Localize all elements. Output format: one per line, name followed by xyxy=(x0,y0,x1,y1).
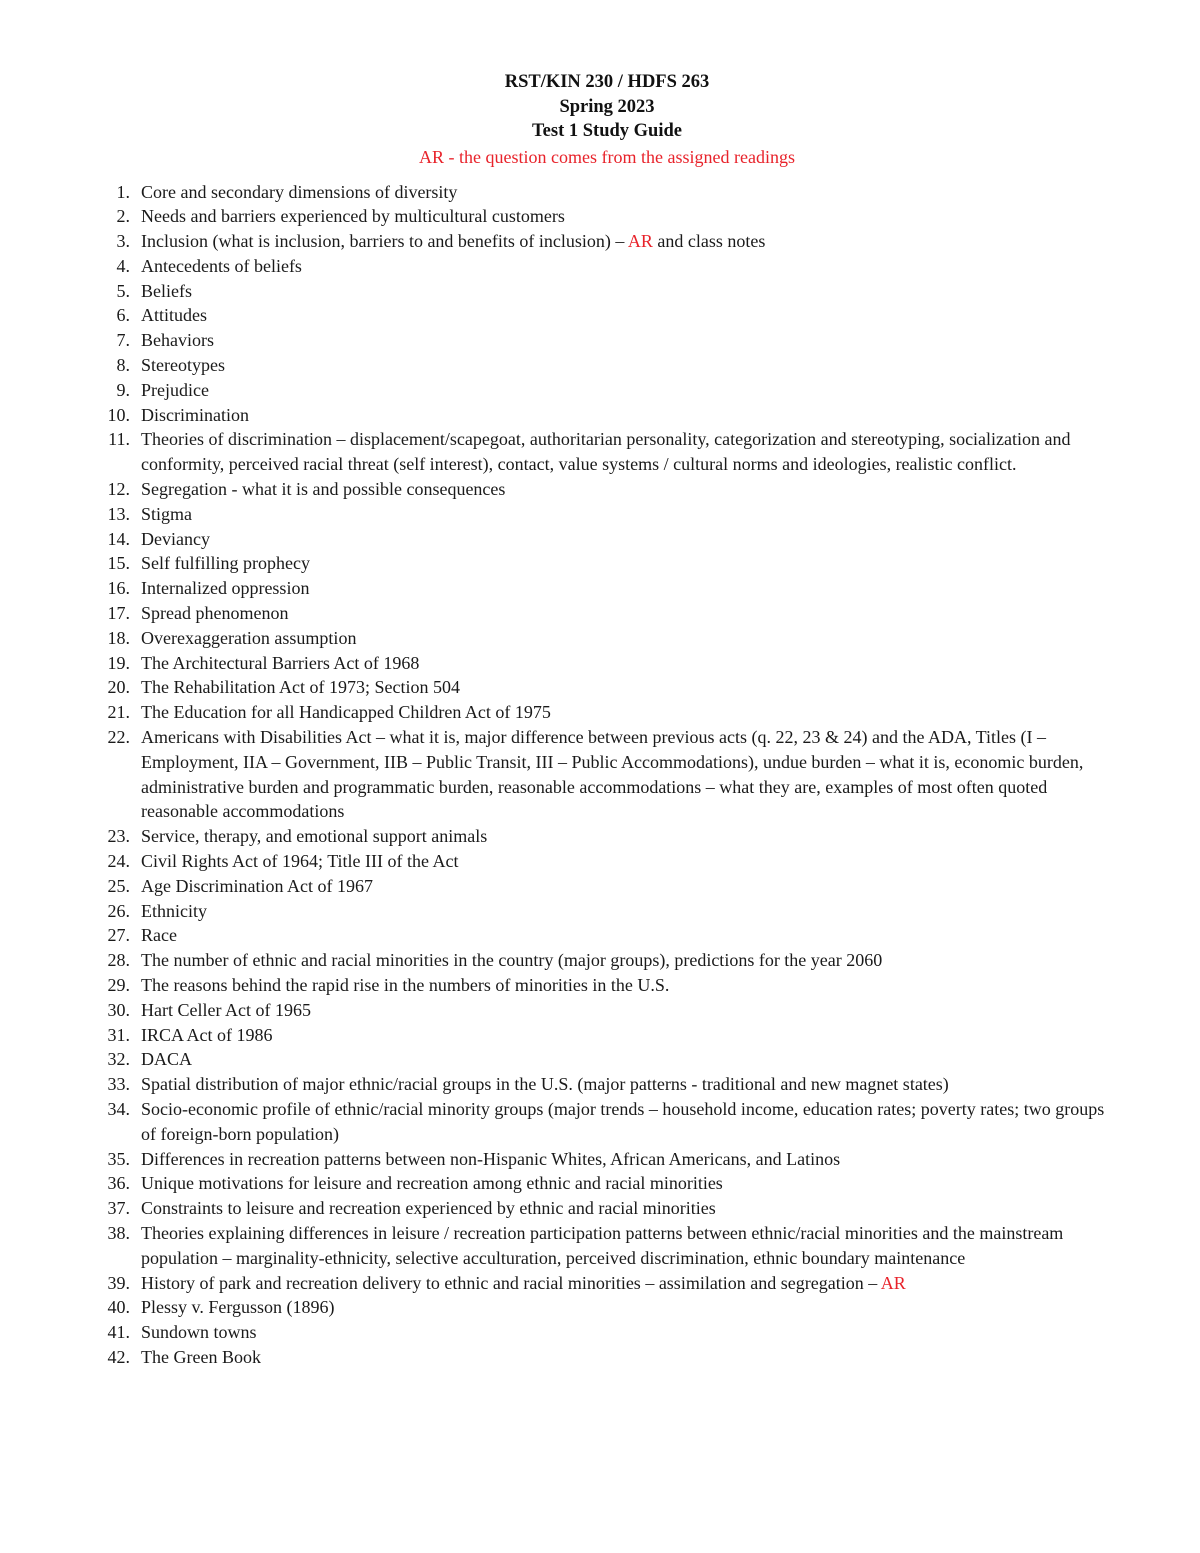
list-item xyxy=(104,725,1110,824)
list-item xyxy=(104,1271,1110,1296)
list-item xyxy=(104,1047,1110,1072)
list-item xyxy=(104,1295,1110,1320)
item-text: Internalized oppression xyxy=(141,578,310,599)
list-item xyxy=(104,1221,1110,1271)
list-item xyxy=(104,229,1110,254)
list-item xyxy=(104,279,1110,304)
list-item xyxy=(104,378,1110,403)
list-item xyxy=(104,626,1110,651)
item-number: 7. xyxy=(116,330,130,351)
item-number: 23. xyxy=(107,826,130,847)
item-number: 28. xyxy=(107,950,130,971)
item-text: Behaviors xyxy=(141,330,214,351)
item-number: 26. xyxy=(107,900,130,921)
list-item xyxy=(104,1345,1110,1370)
document-title: Test 1 Study Guide xyxy=(532,121,682,141)
item-text: Unique motivations for leisure and recreation among ethnic and racial minorities xyxy=(141,1173,723,1194)
item-number: 1. xyxy=(116,181,130,202)
list-item xyxy=(104,998,1110,1023)
item-text: Antecedents of beliefs xyxy=(141,255,302,276)
list-item xyxy=(104,328,1110,353)
item-text: Race xyxy=(141,925,177,946)
item-text: DACA xyxy=(141,1049,193,1070)
item-text: Service, therapy, and emotional support animals xyxy=(141,826,488,847)
item-text: History of park and recreation delivery to ethnic and racial minorities – assimilation and segregation – xyxy=(141,1272,881,1293)
item-text: Ethnicity xyxy=(141,900,207,921)
item-text: Hart Celler Act of 1965 xyxy=(141,999,311,1020)
item-number: 36. xyxy=(107,1173,130,1194)
item-number: 15. xyxy=(107,553,130,574)
item-number: 19. xyxy=(107,652,130,673)
list-item xyxy=(104,1171,1110,1196)
item-number: 8. xyxy=(116,355,130,376)
list-item xyxy=(104,254,1110,279)
ar-legend: AR - the question comes from the assigned readings xyxy=(419,146,795,167)
item-text: Attitudes xyxy=(141,305,207,326)
item-number: 39. xyxy=(107,1272,130,1293)
item-text: Differences in recreation patterns between non-Hispanic Whites, African Americans, and Latinos xyxy=(141,1148,841,1169)
list-item xyxy=(104,1072,1110,1097)
item-number: 10. xyxy=(107,404,130,425)
list-item xyxy=(104,874,1110,899)
item-text: The Rehabilitation Act of 1973; Section 504 xyxy=(141,677,460,698)
list-item xyxy=(104,899,1110,924)
item-text: The Education for all Handicapped Children Act of 1975 xyxy=(141,702,551,723)
topic-list xyxy=(104,180,1110,1370)
list-item xyxy=(104,180,1110,205)
item-number: 41. xyxy=(107,1322,130,1343)
item-number: 37. xyxy=(107,1198,130,1219)
list-item xyxy=(104,923,1110,948)
course-code: RST/KIN 230 / HDFS 263 xyxy=(504,72,710,92)
item-text: The number of ethnic and racial minorities in the country (major groups), predictions for the year 2060 xyxy=(141,950,883,971)
item-number: 38. xyxy=(107,1222,130,1243)
item-number: 16. xyxy=(107,578,130,599)
item-number: 11. xyxy=(108,429,130,450)
item-number: 42. xyxy=(107,1346,130,1367)
item-number: 18. xyxy=(107,627,130,648)
item-text: The reasons behind the rapid rise in the numbers of minorities in the U.S. xyxy=(141,975,670,995)
item-number: 13. xyxy=(107,503,130,524)
item-text: Sundown towns xyxy=(141,1322,257,1343)
list-item xyxy=(104,1147,1110,1172)
list-item xyxy=(104,403,1110,428)
item-text: Stigma xyxy=(141,503,193,524)
item-text: Stereotypes xyxy=(141,355,225,376)
item-text: Plessy v. Fergusson (1896) xyxy=(141,1297,335,1318)
item-text: Socio-economic profile of ethnic/racial minority groups (major trends – household income, education rates; poverty rates; two groups of foreign-born population) xyxy=(141,1098,1105,1144)
item-text: Spatial distribution of major ethnic/racial groups in the U.S. (major patterns - traditional and new magnet states) xyxy=(141,1074,949,1095)
item-number: 20. xyxy=(107,677,130,698)
item-text: Americans with Disabilities Act – what it is, major difference between previous acts (q. 22, 23 & 24) and the ADA, Titles (I – Employment, IIA – Government, IIB – Public Transit, III – Public Accommodations), undue burden – what it is, economic burden, administrative burden and programmatic burden, reasonable accommodations – what they are, examples of most often quoted reasonable accommodations xyxy=(141,727,1084,822)
list-item xyxy=(104,204,1110,229)
list-item xyxy=(104,601,1110,626)
item-number: 25. xyxy=(107,875,130,896)
list-item xyxy=(104,427,1110,477)
item-text: Discrimination xyxy=(141,404,249,425)
item-text: Overexaggeration assumption xyxy=(141,627,357,648)
item-number: 31. xyxy=(107,1024,130,1045)
item-number: 14. xyxy=(107,528,130,549)
item-text: Civil Rights Act of 1964; Title III of the Act xyxy=(141,851,459,872)
item-number: 17. xyxy=(107,603,130,624)
item-text: IRCA Act of 1986 xyxy=(141,1024,273,1045)
list-item xyxy=(104,1097,1110,1147)
item-number: 12. xyxy=(107,479,130,500)
item-text: Core and secondary dimensions of diversity xyxy=(141,181,458,202)
item-number: 40. xyxy=(107,1297,130,1318)
item-text: The Green Book xyxy=(141,1346,261,1367)
item-number: 9. xyxy=(116,379,130,400)
ar-marker: AR xyxy=(627,231,653,252)
list-item xyxy=(104,1196,1110,1221)
item-text: Needs and barriers experienced by multicultural customers xyxy=(141,206,565,227)
list-item xyxy=(104,551,1110,576)
item-text: Spread phenomenon xyxy=(141,603,289,624)
list-item xyxy=(104,948,1110,973)
list-item xyxy=(104,849,1110,874)
item-number: 4. xyxy=(116,255,130,276)
item-text: Theories explaining differences in leisure / recreation participation patterns between ethnic/racial minorities and the mainstream population – marginality-ethnicity, selective acculturation, perceived discrimination, ethnic boundary maintenance xyxy=(141,1222,1064,1268)
item-number: 32. xyxy=(107,1049,130,1070)
item-number: 29. xyxy=(107,975,130,995)
list-item xyxy=(104,527,1110,552)
list-item xyxy=(104,1320,1110,1345)
item-number: 27. xyxy=(107,925,130,946)
item-text: Theories of discrimination – displacement/scapegoat, authoritarian personality, categorization and stereotyping, socialization and conformity, perceived racial threat (self interest), contact, value systems / cultural norms and ideologies, realistic conflict. xyxy=(141,429,1071,475)
term: Spring 2023 xyxy=(559,96,655,117)
list-item xyxy=(104,502,1110,527)
item-text: The Architectural Barriers Act of 1968 xyxy=(141,652,420,673)
list-item xyxy=(104,353,1110,378)
list-item xyxy=(104,824,1110,849)
ar-marker: AR xyxy=(880,1272,906,1293)
list-item xyxy=(104,1023,1110,1048)
item-number: 6. xyxy=(116,305,130,326)
list-item xyxy=(104,973,1110,998)
item-text: Self fulfilling prophecy xyxy=(141,553,310,574)
item-number: 33. xyxy=(107,1074,130,1095)
list-item xyxy=(104,675,1110,700)
item-number: 35. xyxy=(107,1148,130,1169)
item-number: 22. xyxy=(107,727,130,748)
item-number: 30. xyxy=(107,999,130,1020)
item-text: Deviancy xyxy=(141,528,210,549)
item-text: Inclusion (what is inclusion, barriers to and benefits of inclusion) – xyxy=(141,231,628,252)
list-item xyxy=(104,651,1110,676)
list-item xyxy=(104,303,1110,328)
list-item xyxy=(104,700,1110,725)
document-header xyxy=(104,70,1110,144)
item-text: Age Discrimination Act of 1967 xyxy=(141,875,373,896)
list-item xyxy=(104,576,1110,601)
item-text-after: and class notes xyxy=(652,231,766,252)
list-item xyxy=(104,477,1110,502)
item-number: 24. xyxy=(107,851,130,872)
item-number: 21. xyxy=(107,702,130,723)
item-text: Constraints to leisure and recreation experienced by ethnic and racial minorities xyxy=(141,1198,716,1219)
item-number: 34. xyxy=(107,1098,130,1119)
item-text: Prejudice xyxy=(141,379,209,400)
item-number: 5. xyxy=(116,280,130,301)
item-number: 2. xyxy=(116,206,130,227)
item-text: Segregation - what it is and possible consequences xyxy=(141,479,506,500)
item-number: 3. xyxy=(116,231,130,252)
item-text: Beliefs xyxy=(141,280,192,301)
